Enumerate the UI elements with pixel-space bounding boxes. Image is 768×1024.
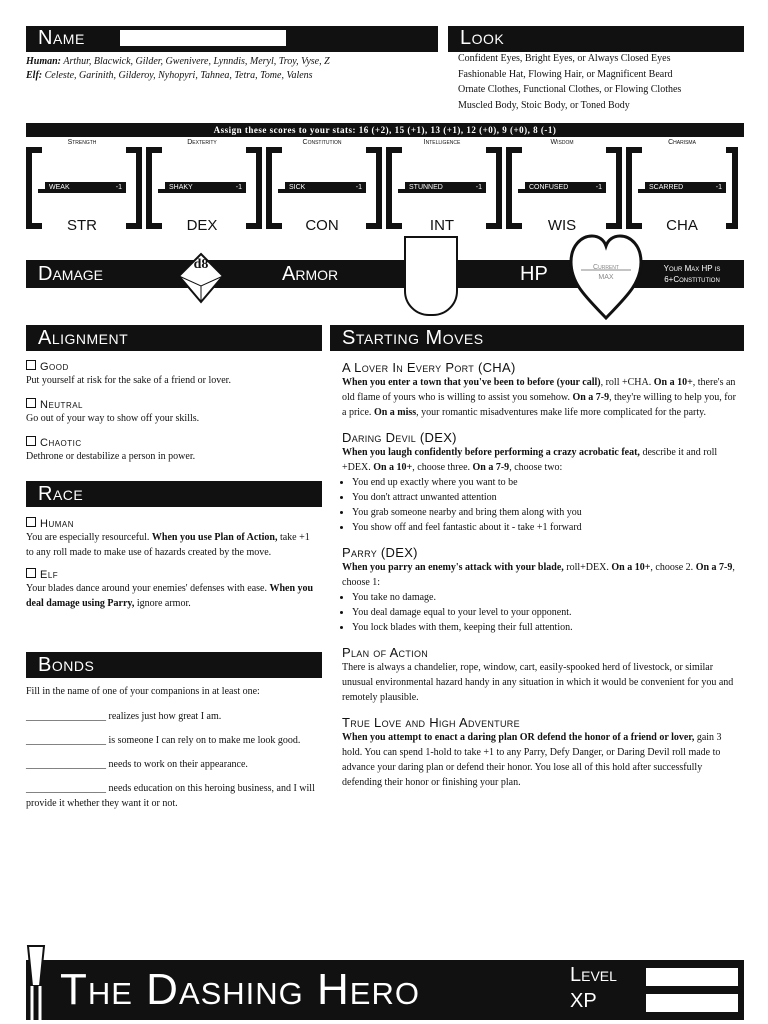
name-title: Name	[38, 27, 85, 49]
look-body[interactable]: Muscled Body, Stoic Body, or Toned Body	[458, 99, 630, 111]
hp-label: HP	[520, 263, 548, 285]
stat-int	[386, 137, 506, 237]
stat-abbr: CON	[305, 217, 339, 234]
stat-dex	[146, 137, 266, 237]
list-item: • You lock blades with them, keeping their full attention.	[352, 620, 742, 635]
look-hair[interactable]: Fashionable Hat, Flowing Hair, or Magnificent Beard	[458, 68, 673, 80]
move-plan-of-action	[342, 645, 742, 705]
moves-header	[330, 325, 744, 351]
bond-3[interactable]	[26, 757, 328, 772]
alignment-neutral[interactable]	[26, 398, 322, 436]
stat-cha	[626, 137, 744, 237]
move-true-love: True Love and High Adventure When you attempt to enact a daring plan OR defend the honor of a friend or lover, gain 3 hold. You can spend 1-hold to take +1 to any Parry, Defy Danger, or Daring Devil roll made to advance your daring plan or defend their honor. You lose all of this hold after successfully defending their honor or finishing your plan.	[342, 715, 742, 790]
xp-input[interactable]	[646, 994, 738, 1012]
debility-confused[interactable]: CONFUSED -1	[518, 182, 606, 193]
move-name: Parry (DEX)	[342, 545, 418, 560]
look-clothes[interactable]: Ornate Clothes, Functional Clothes, or Flowing Clothes	[458, 84, 682, 95]
race-header	[26, 481, 322, 507]
level-label: Level	[570, 964, 617, 986]
bond-blank[interactable]: ________________	[26, 759, 106, 770]
human-label: Human:	[26, 56, 62, 67]
xp-label: XP	[570, 990, 597, 1012]
bonds-intro: Fill in the name of one of your companions in at least one:	[26, 686, 260, 697]
elf-label: Elf:	[26, 70, 43, 81]
race-trigger: When you use Plan of Action,	[151, 532, 278, 543]
hp-max-label: MAX	[598, 274, 614, 281]
race-title: Race	[38, 483, 84, 505]
stats-row	[26, 137, 744, 237]
alignment-desc: Go out of your way to show off your skills.	[26, 413, 200, 424]
move-lover: A Lover In Every Port (CHA) When you enter a town that you've been to before (your call), roll +CHA. On a 10+, there's an old flame of yours who is willing to assist you somehow. On a 7-9, they're willing to help you, for a price. On a miss, your romantic misadventures make life more complicated for the party.	[342, 360, 742, 420]
bond-4[interactable]	[26, 781, 328, 811]
checkbox[interactable]	[26, 360, 36, 370]
stat-name: Dexterity	[187, 139, 217, 146]
look-title: Look	[460, 27, 505, 49]
hp-max-note	[644, 263, 740, 285]
hp-note-1: Your Max HP is	[663, 264, 721, 273]
race-text: ignore armor.	[134, 598, 191, 609]
look-list	[458, 51, 748, 113]
race-name: Human	[40, 518, 74, 530]
alignment-chaotic[interactable]	[26, 436, 322, 474]
rapier-icon	[22, 944, 56, 1022]
stat-name: Strength	[67, 139, 97, 146]
stats-banner	[26, 123, 744, 137]
stat-name: Intelligence	[423, 139, 461, 146]
look-header	[448, 26, 744, 52]
race-text: Your blades dance around your enemies' defenses with ease.	[26, 583, 270, 594]
race-list	[26, 517, 316, 611]
look-eyes[interactable]: Confident Eyes, Bright Eyes, or Always Closed Eyes	[458, 53, 671, 64]
alignment-desc: Dethrone or destabilize a person in power.	[26, 451, 196, 462]
hp-current-label: Current	[593, 264, 619, 271]
list-item: • You show off and feel fantastic about it - take +1 forward	[352, 520, 742, 535]
bond-1[interactable]	[26, 709, 328, 724]
race-elf[interactable]	[26, 568, 316, 611]
list-item: • You end up exactly where you want to be	[352, 475, 742, 490]
move-options	[342, 590, 742, 635]
elf-names: Celeste, Garinith, Gilderoy, Nyhopyri, Tahnea, Tetra, Tome, Valens	[44, 70, 313, 81]
checkbox[interactable]	[26, 436, 36, 446]
debility-sick[interactable]: SICK -1	[278, 182, 366, 193]
list-item: • You take no damage.	[352, 590, 742, 605]
stats-banner-text: Assign these scores to your stats: 16 (+2), 15 (+1), 13 (+1), 12 (+0), 9 (+0), 8 (-1)	[213, 125, 557, 135]
stat-abbr: STR	[67, 217, 97, 234]
move-daring-devil: Daring Devil (DEX) When you laugh confidently before performing a crazy acrobatic feat, describe it and roll +DEX. On a 10+, choose three. On a 7-9, choose two: • You end up exactly where you want to be • You don't attract unwanted attention • You grab someone nearby and bring them along with you • You show off and feel fantastic about it - take +1 forward	[342, 430, 742, 535]
bond-2[interactable]	[26, 733, 328, 748]
stat-name: Constitution	[302, 139, 342, 146]
debility-shaky[interactable]: SHAKY -1	[158, 182, 246, 193]
checkbox[interactable]	[26, 398, 36, 408]
stat-abbr: INT	[429, 217, 455, 234]
bond-blank[interactable]: ________________	[26, 735, 106, 746]
class-title: The Dashing Hero	[60, 965, 420, 1014]
bonds-title: Bonds	[38, 654, 95, 676]
name-suggestions	[26, 55, 436, 83]
list-item: • You don't attract unwanted attention	[352, 490, 742, 505]
debility-scarred[interactable]: SCARRED -1	[638, 182, 726, 193]
bond-blank[interactable]: ________________	[26, 711, 106, 722]
bond-blank[interactable]: ________________	[26, 783, 106, 794]
bonds-header	[26, 652, 322, 678]
alignment-name: Neutral	[40, 399, 84, 411]
race-text: take +1 to any roll made to make use of hazards created by the move.	[26, 532, 310, 558]
move-name: A Lover In Every Port (CHA)	[342, 360, 516, 375]
bond-text: realizes just how great I am.	[108, 711, 222, 722]
armor-shield[interactable]	[404, 236, 458, 316]
bond-text: needs to work on their appearance.	[108, 759, 248, 770]
damage-die: d8	[193, 257, 209, 272]
stat-abbr: WIS	[547, 217, 577, 234]
move-name: Daring Devil (DEX)	[342, 430, 457, 445]
move-parry: Parry (DEX) When you parry an enemy's attack with your blade, roll+DEX. On a 10+, choose 2. On a 7-9, choose 1: • You take no damage. • You deal damage equal to your level to your opponent. • You lock blades with them, keeping their full attention.	[342, 545, 742, 635]
alignment-name: Chaotic	[40, 437, 82, 449]
armor-label: Armor	[282, 263, 339, 285]
alignment-list	[26, 360, 322, 474]
name-header	[26, 26, 438, 52]
damage-label: Damage	[38, 263, 104, 285]
alignment-title: Alignment	[38, 327, 129, 349]
stat-abbr: CHA	[666, 217, 698, 234]
moves-title: Starting Moves	[342, 327, 484, 349]
debility-weak[interactable]: WEAK -1	[38, 182, 126, 193]
bonds-list	[26, 684, 328, 811]
list-item: • You deal damage equal to your level to your opponent.	[352, 605, 742, 620]
level-input[interactable]	[646, 968, 738, 986]
checkbox[interactable]	[26, 517, 36, 527]
move-options	[342, 475, 742, 535]
stat-name: Wisdom	[550, 139, 574, 146]
race-name: Elf	[40, 569, 59, 581]
race-trigger: When you deal damage using Parry,	[26, 583, 314, 609]
alignment-header	[26, 325, 322, 351]
list-item: • You grab someone nearby and bring them along with you	[352, 505, 742, 520]
move-name: True Love and High Adventure	[342, 715, 520, 730]
bond-text: needs education on this heroing business, and I will provide it whether they want it or not.	[26, 783, 315, 809]
alignment-desc: Put yourself at risk for the sake of a friend or lover.	[26, 375, 231, 386]
move-text: There is always a chandelier, rope, window, cart, easily-spooked herd of livestock, or similar unusual environmental hazard handy in any situation in which it would be convenient for you and remotely plausible.	[342, 662, 734, 703]
stat-wis	[506, 137, 626, 237]
race-human[interactable]	[26, 517, 316, 560]
alignment-name: Good	[40, 361, 69, 373]
hp-note-2: 6+Constitution	[664, 275, 720, 284]
move-name: Plan of Action	[342, 645, 429, 660]
checkbox[interactable]	[26, 568, 36, 578]
stat-str	[26, 137, 146, 237]
moves-list	[342, 360, 742, 790]
race-text: You are especially resourceful.	[26, 532, 152, 543]
debility-stunned[interactable]: STUNNED -1	[398, 182, 486, 193]
name-input[interactable]	[120, 30, 286, 46]
stat-con	[266, 137, 386, 237]
bond-text: is someone I can rely on to make me look good.	[108, 735, 301, 746]
alignment-good[interactable]	[26, 360, 322, 398]
stat-name: Charisma	[668, 139, 696, 146]
human-names: Arthur, Blacwick, Gilder, Gwenivere, Lynndis, Meryl, Troy, Vyse, Z	[63, 56, 330, 67]
stat-abbr: DEX	[186, 217, 218, 234]
